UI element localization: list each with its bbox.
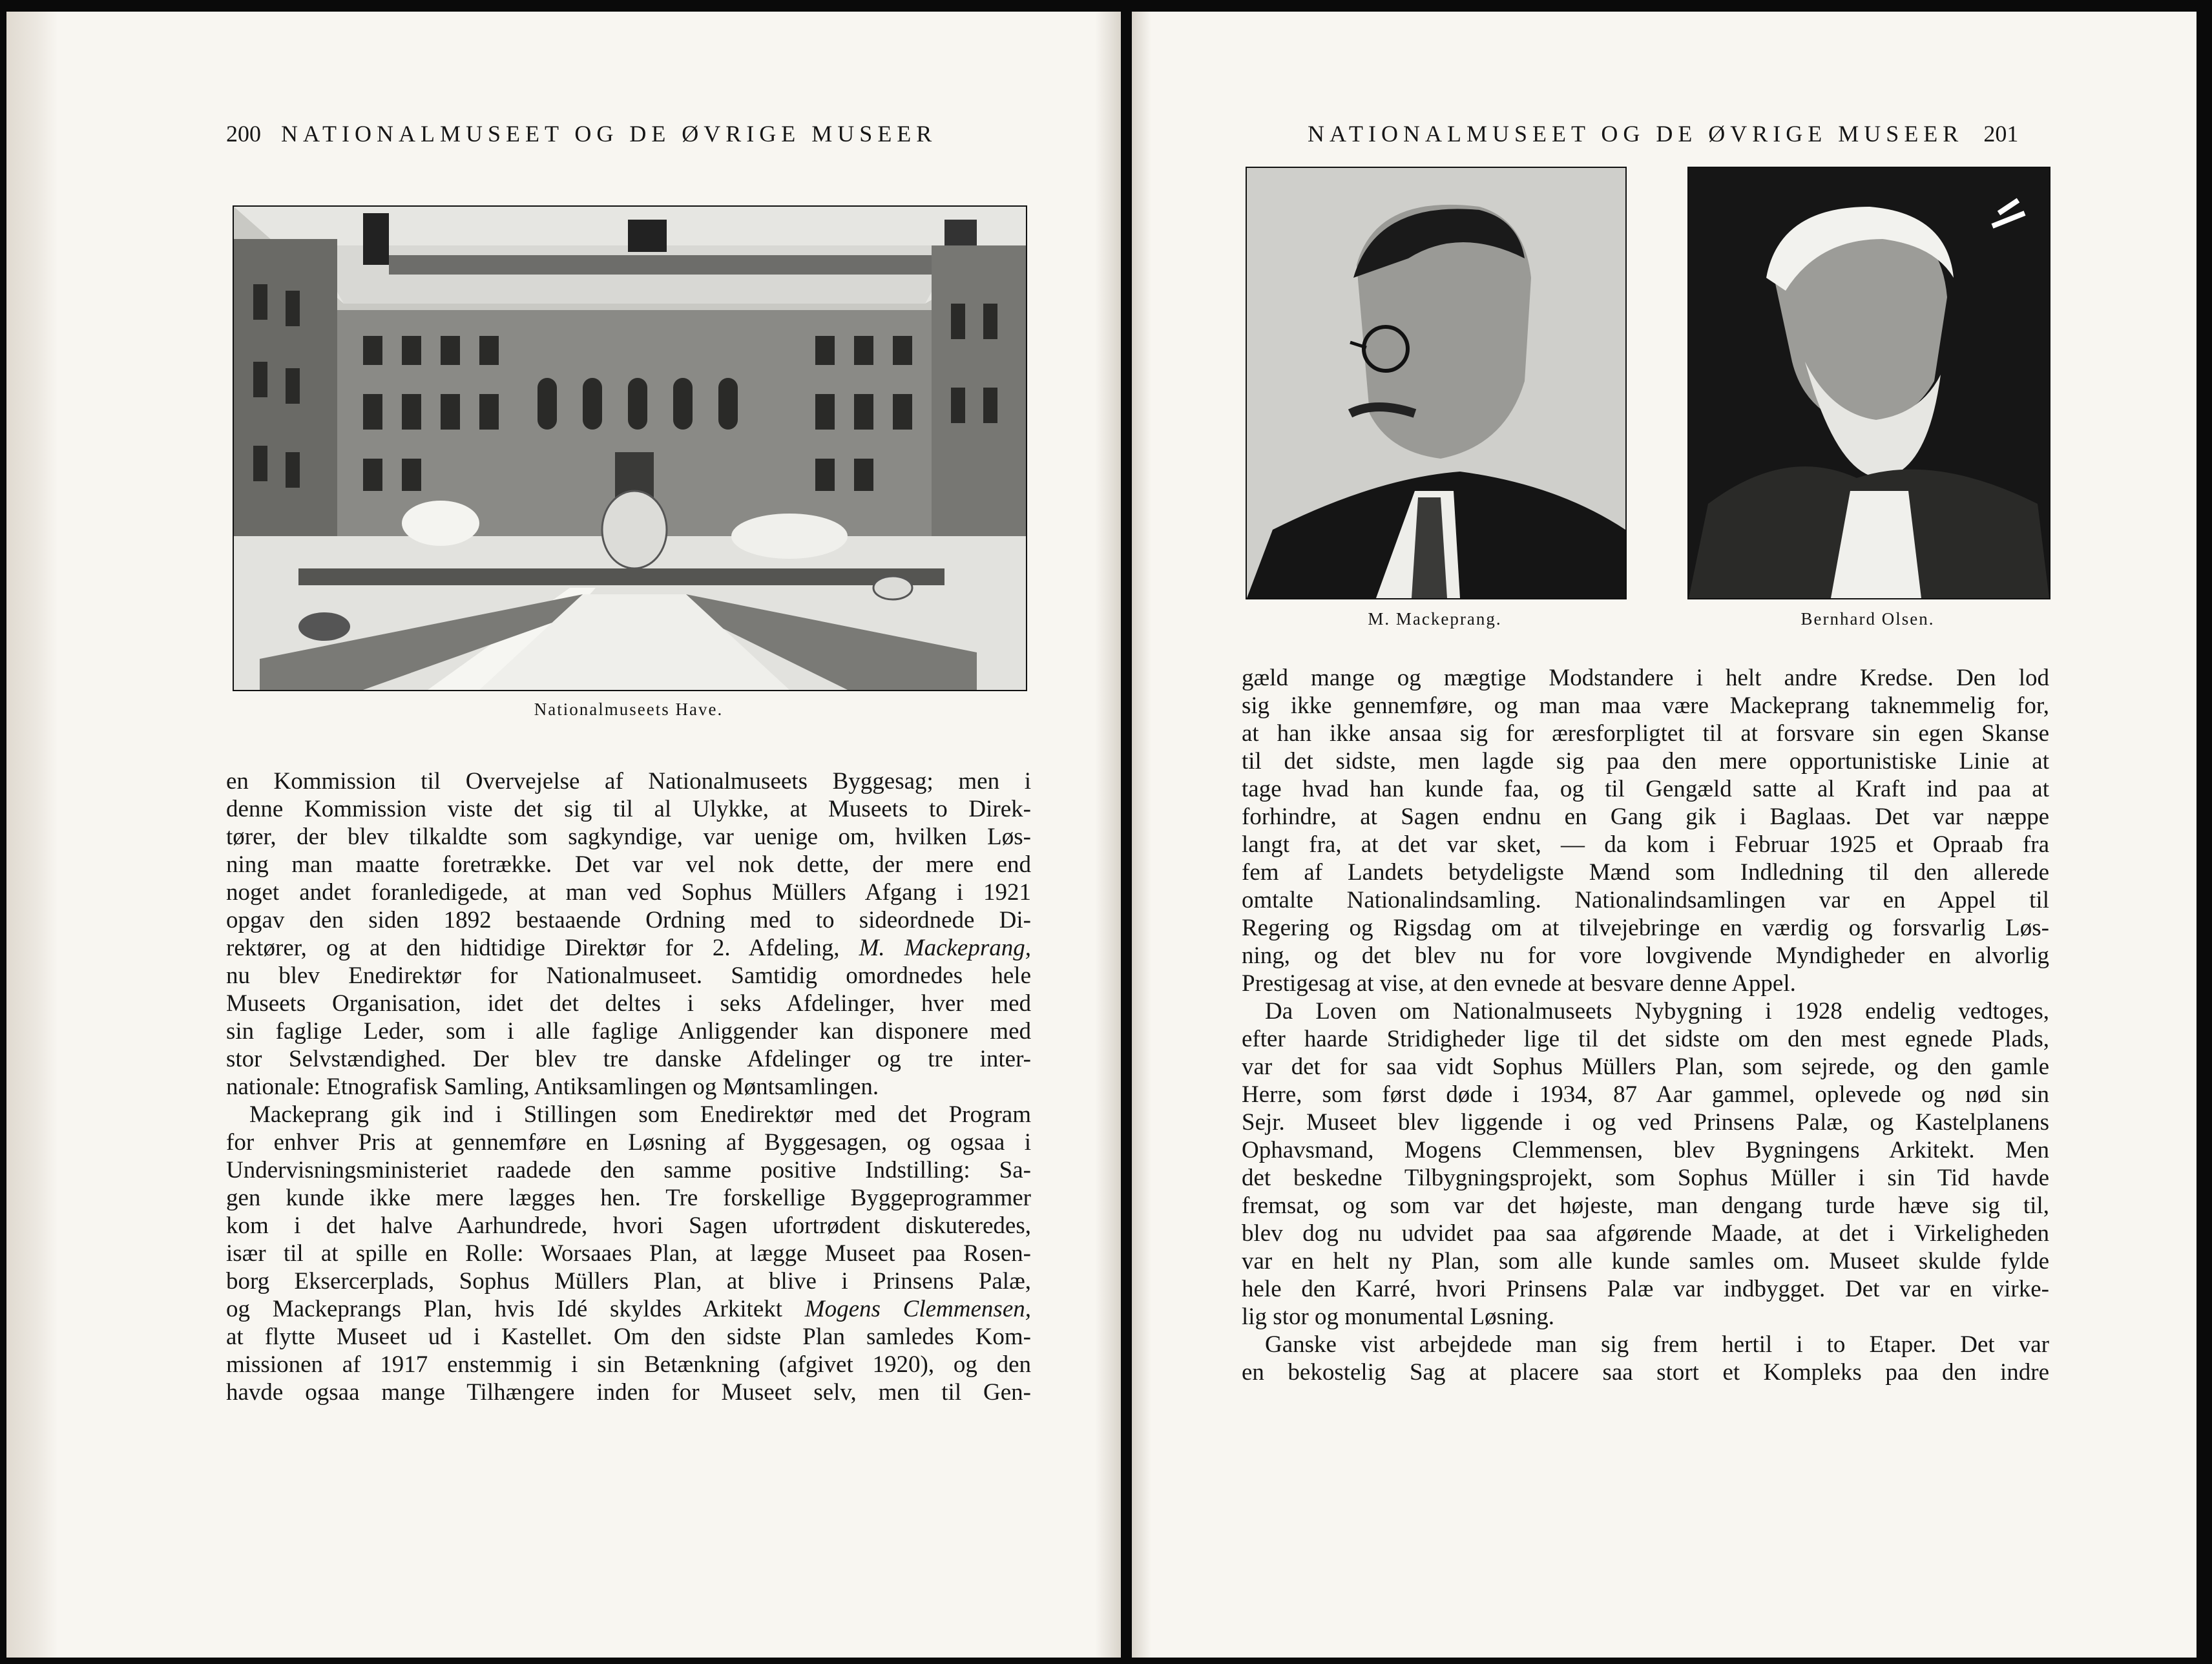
text-line: at flytte Museet ud i Kastellet. Om den sidste Plan samledes Kom- (226, 1324, 1031, 1350)
text-line: nationale: Etnografisk Samling, Antiksamlingen og Møntsamlingen. (226, 1074, 879, 1100)
text-line: det beskedne Tilbygningsprojekt, som Sophus Müller i sin Tid havde (1242, 1165, 2049, 1191)
garden-photo-caption: Nationalmuseets Have. (534, 700, 724, 719)
text-line: opgav den siden 1892 bestaaende Ordning med to sideordnede Di- (226, 907, 1031, 933)
page-edge-shadow (6, 12, 58, 1658)
text-segment: og Mackeprangs Plan, hvis Idé skyldes Arkitekt (226, 1296, 783, 1322)
text-segment: rektører, og at den hidtidige Direktør for 2. Afdeling, (226, 935, 840, 961)
left-body-text (226, 767, 1031, 1406)
italic-name-clemmensen: Mogens Clemmensen, (804, 1296, 1031, 1322)
text-line: at han ikke ansaa sig for æresforpligtet til at forsvare sin egen Skanse (1242, 720, 2049, 747)
portrait-olsen-caption: Bernhard Olsen. (1800, 609, 1935, 629)
running-head-title: NATIONALMUSEET OG DE ØVRIGE MUSEER (281, 121, 937, 147)
text-line: Da Loven om Nationalmuseets Nybygning i 1928 endelig vedtoges, (1265, 998, 2049, 1024)
page-number: 200 (226, 121, 261, 147)
text-line: Mackeprang gik ind i Stillingen som Enedirektør med det Program (249, 1101, 1031, 1128)
gutter-shadow (1132, 12, 1151, 1658)
text-line: gæld mange og mægtige Modstandere i helt andre Kredse. Den lod (1242, 665, 2049, 691)
right-page (1132, 12, 2196, 1658)
text-line: Ophavsmand, Mogens Clemmensen, blev Bygningens Arkitekt. Men (1242, 1137, 2049, 1163)
text-line: borg Eksercerplads, Sophus Müllers Plan, at blive i Prinsens Palæ, (226, 1268, 1031, 1295)
right-running-head (1308, 120, 2018, 147)
portrait-mackeprang-caption: M. Mackeprang. (1368, 609, 1502, 629)
museum-garden-photo (233, 205, 1027, 691)
text-line: denne Kommission viste det sig til al Ulykke, at Museets to Direk- (226, 796, 1031, 822)
text-line: stor Selvstændighed. Der blev tre danske Afdelinger og tre inter- (226, 1046, 1031, 1072)
text-line: forhindre, at Sagen endnu en Gang gik i Baglaas. Det var næppe (1242, 804, 2049, 830)
italic-name-mackeprang: M. Mackeprang, (859, 935, 1031, 961)
text-line: langt fra, at det var sket, — da kom i Februar 1925 et Opraab fra (1242, 831, 2049, 858)
text-line: fem af Landets betydeligste Mænd som Indledning til den allerede (1242, 859, 2049, 886)
text-line: lig stor og monumental Løsning. (1242, 1304, 1555, 1330)
portrait-olsen-illustration (1689, 168, 2049, 598)
right-body-text (1242, 664, 2049, 1386)
text-line: Sejr. Museet blev liggende i og ved Prinsens Palæ, og Kastelplanens (1242, 1109, 2049, 1136)
text-line: ning, og det blev nu for vore lovgivende Myndigheder en alvorlig (1242, 942, 2049, 969)
text-line: en bekostelig Sag at placere saa stort et Kompleks paa den indre (1242, 1359, 2049, 1386)
text-line: kom i det halve Aarhundrede, hvori Sagen ufortrødent diskuteredes, (226, 1212, 1031, 1239)
text-line: Prestigesag at vise, at den evnede at besvare denne Appel. (1242, 970, 1796, 997)
text-line: noget andet foranledigede, at man ved Sophus Müllers Afgang i 1921 (226, 879, 1031, 906)
text-line: omtalte Nationalindsamling. Nationalindsamlingen var en Appel til (1242, 887, 2049, 913)
text-line: hele den Karré, hvori Prinsens Palæ var indbygget. Det var en virke- (1242, 1276, 2049, 1302)
text-line: fremsat, og som var det højeste, man dengang turde hæve sig til, (1242, 1192, 2049, 1219)
text-line: Regering og Rigsdag om at tilvejebringe en værdig og forsvarlig Løs- (1242, 915, 2049, 941)
text-line: blev dog nu udvidet paa saa afgørende Maade, at det i Virkeligheden (1242, 1220, 2049, 1247)
text-line: Undervisningsministeriet raadede den samme positive Indstilling: Sa- (226, 1157, 1031, 1183)
text-line: Herre, som først døde i 1934, 87 Aar gammel, oplevede og nød sin (1242, 1081, 2049, 1108)
text-line: sin faglige Leder, som i alle faglige Anliggender kan disponere med (226, 1018, 1031, 1045)
text-line: til det sidste, men lagde sig paa den mere opportunistiske Linie at (1242, 748, 2049, 775)
text-line: ning man maatte foretrække. Det var vel nok dette, der mere end (226, 851, 1031, 878)
running-head-title: NATIONALMUSEET OG DE ØVRIGE MUSEER (1308, 121, 1964, 147)
text-line: tører, der blev tilkaldte som sagkyndige, var uenige om, hvilken Løs- (226, 824, 1031, 850)
text-line: for enhver Pris at gennemføre en Løsning af Byggesagen, og ogsaa i (226, 1129, 1031, 1156)
text-line: var en helt ny Plan, som alle kunde samles om. Museet skulde fylde (1242, 1248, 2049, 1274)
text-line: efter haarde Stridigheder lige til det sidste om den mest egnede Plads, (1242, 1026, 2049, 1052)
text-line: en Kommission til Overvejelse af Nationalmuseets Byggesag; men i (226, 768, 1031, 795)
text-line: var det for saa vidt Sophus Müllers Plan, som sejrede, og den gamle (1242, 1054, 2049, 1080)
portrait-mackeprang (1246, 167, 1627, 599)
left-running-head (226, 120, 937, 147)
left-page (6, 12, 1121, 1658)
text-line (226, 934, 1031, 962)
text-line: gen kunde ikke mere lægges hen. Tre forskellige Byggeprogrammer (226, 1185, 1031, 1211)
portrait-mackeprang-illustration (1247, 168, 1625, 598)
page-number: 201 (1983, 121, 2019, 147)
portrait-bernhard-olsen (1687, 167, 2050, 599)
text-line: Museets Organisation, idet det deltes i seks Afdelinger, hver med (226, 990, 1031, 1017)
text-line: Ganske vist arbejdede man sig frem hertil i to Etaper. Det var (1265, 1331, 2049, 1358)
text-line: missionen af 1917 enstemmig i sin Betænkning (afgivet 1920), og den (226, 1351, 1031, 1378)
text-line (226, 1295, 1031, 1323)
text-line: nu blev Enedirektør for Nationalmuseet. Samtidig omordnedes hele (226, 962, 1031, 989)
text-line: sig ikke gennemføre, og man maa være Mackeprang taknemmelig for, (1242, 692, 2049, 719)
text-line: havde ogsaa mange Tilhængere inden for Museet selv, men til Gen- (226, 1379, 1031, 1406)
text-line: tage hvad han kunde faa, og til Gengæld satte al Kraft ind paa at (1242, 776, 2049, 802)
museum-garden-illustration (234, 207, 1026, 690)
gutter-shadow (1095, 12, 1121, 1658)
text-line: især til at spille en Rolle: Worsaaes Plan, at lægge Museet paa Rosen- (226, 1240, 1031, 1267)
